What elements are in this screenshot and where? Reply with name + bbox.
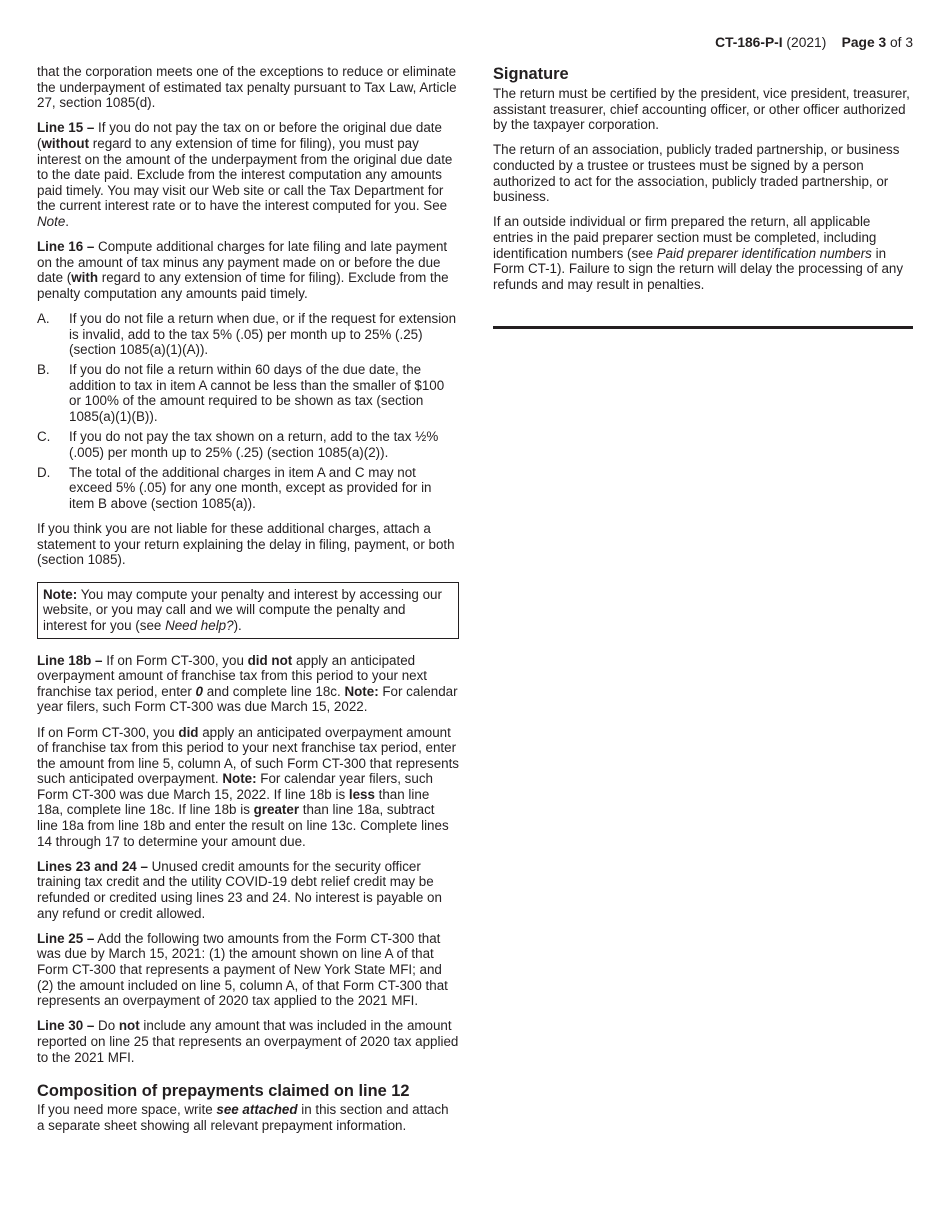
line15-text-1: If you do not pay the tax on or before the original due date ( [37, 120, 442, 151]
line15-label: Line 15 – [37, 120, 95, 136]
list-item-letter: B. [37, 362, 50, 378]
line30-paragraph [37, 1018, 459, 1065]
not-liable-paragraph: If you think you are not liable for these additional charges, attach a statement to your return explaining the delay in filing, payment, or both (section 1085). [37, 520, 455, 568]
line15-text-2: regard to any extension of time for filing), you must pay interest on the amount of the underpayment from the original due date to the date paid. Exclude from the interest computation any amounts paid timely. You may visit our Web site or call the Tax Department for the current interest rate or to have the interest computed for you. See [37, 135, 453, 214]
line25-paragraph [37, 931, 459, 1009]
section-rule [493, 326, 913, 329]
line15-paragraph [37, 120, 459, 229]
see-attached: see attached [216, 1102, 298, 1118]
lines23-24-paragraph [37, 859, 459, 921]
line18b-emphasis-1: did not [247, 652, 293, 668]
line18b-cont-did: did [178, 724, 199, 740]
penalty-list [37, 311, 459, 511]
note-text-2: ). [233, 617, 242, 633]
signature-paragraph-2: The return of an association, publicly traded partnership, or business conducted by a trustee or trustees must be signed by a person authorized to act for the association, publicly traded partnership, or business. [493, 142, 900, 205]
composition-text-2: in this section and attach a separate sheet showing all relevant prepayment information. [37, 1102, 449, 1133]
intro-paragraph: that the corporation meets one of the exceptions to reduce or eliminate the underpayment of estimated tax penalty pursuant to Tax Law, Article 27, section 1085(d). [37, 64, 457, 111]
line18b-cont-text-3: For calendar year filers, such Form CT-300 was due March 15, 2022. If line 18b is [37, 771, 433, 802]
line18b-note-label: Note: [344, 683, 379, 699]
line18b-text-2: apply an anticipated overpayment amount of franchise tax from this period to your next franchise tax period, enter [37, 652, 428, 699]
list-item [37, 465, 459, 512]
signature-paragraph-1: The return must be certified by the president, vice president, treasurer, assistant treasurer, chief accounting officer, or other officer authorized by the taxpayer corporation. [493, 86, 910, 133]
line18b-paragraph [37, 653, 459, 715]
lines23-24-text: Unused credit amounts for the security officer training tax credit and the utility COVID-19 debt relief credit may be refunded or credited using lines 23 and 24. No interest is payable on any refund or credit allowed. [37, 858, 442, 921]
need-help-ref: Need help? [165, 617, 234, 633]
line30-text-1: Do [94, 1018, 119, 1034]
line16-paragraph [37, 239, 459, 301]
list-item-letter: D. [37, 464, 51, 480]
line16-label: Line 16 – [37, 239, 95, 255]
line18b-cont-paragraph [37, 725, 459, 850]
signature-paragraph-3 [493, 214, 913, 292]
list-item-text: If you do not file a return within 60 days of the due date, the addition to tax in item A cannot be less than the smaller of $100 or 100% of the amount required to be shown as tax (section 1085(a)(1)(B)). [69, 362, 445, 425]
paid-preparer-ref: Paid preparer identification numbers [656, 245, 872, 261]
composition-paragraph [37, 1102, 459, 1133]
note-label: Note: [43, 586, 78, 602]
line30-label: Line 30 – [37, 1018, 95, 1034]
line16-text-2: regard to any extension of time for filing). Exclude from the penalty computation any amounts paid timely. [37, 270, 449, 301]
line16-emphasis: with [71, 270, 99, 286]
list-item-text: If you do not file a return when due, or if the request for extension is invalid, add to the tax 5% (.05) per month up to 25% (.25) (section 1085(a)(1)(A)). [69, 311, 457, 358]
note-text-1: You may compute your penalty and interest by accessing our website, or you may call and we will compute the penalty and interest for you (see [43, 586, 442, 633]
line30-not: not [118, 1018, 140, 1034]
list-item-text: The total of the additional charges in item A and C may not exceed 5% (.05) for any one month, except as provided for in item B above (section 1085(a)). [69, 464, 432, 511]
form-year: (2021) [786, 35, 827, 50]
line30-text-2: include any amount that was included in the amount reported on line 25 that represents an overpayment of 2020 tax applied to the 2021 MFI. [37, 1018, 459, 1065]
signature-heading: Signature [493, 65, 569, 83]
line15-note-ref: Note [37, 213, 66, 229]
note-box [37, 582, 459, 639]
line18b-label: Line 18b – [37, 652, 103, 668]
line18b-cont-greater: greater [253, 802, 300, 818]
line15-text-3: . [65, 213, 70, 229]
line18b-text-4: For calendar year filers, such Form CT-300 was due March 15, 2022. [37, 683, 458, 715]
line18b-cont-text-1: If on Form CT-300, you [37, 724, 179, 740]
sig-p3-text-1: If an outside individual or firm prepared the return, all applicable entries in the paid preparer section must be completed, including identification numbers (see [493, 214, 877, 261]
right-column [493, 64, 913, 329]
page-of: of 3 [889, 35, 913, 50]
line15-emphasis: without [41, 135, 90, 151]
line25-label: Line 25 – [37, 930, 95, 946]
list-item-letter: A. [37, 311, 50, 327]
list-item [37, 429, 459, 460]
line18b-text-3: and complete line 18c. [203, 683, 345, 699]
line25-text: Add the following two amounts from the Form CT-300 that was due by March 15, 2021: (1) the amount shown on line A of that Form CT-300 that represents a payment of New York State MFI; and (2) the amount included on line 5, column A, of that Form CT-300 that represents an overpayment of 2020 tax applied to the 2021 MFI. [37, 930, 448, 1009]
line18b-cont-text-4: than line 18a, complete line 18c. If line 18b is [37, 786, 430, 818]
lines23-24-label: Lines 23 and 24 – [37, 858, 148, 874]
line16-text-1: Compute additional charges for late filing and late payment on the amount of tax minus any payment made on or before the due date ( [37, 239, 448, 286]
composition-heading: Composition of prepayments claimed on line 12 [37, 1082, 410, 1101]
list-item [37, 362, 459, 424]
line18b-cont-less: less [348, 786, 375, 802]
line18b-text-1: If on Form CT-300, you [102, 652, 248, 668]
line18b-cont-text-5: than line 18a, subtract line 18a from line 18b and enter the result on line 13c. Complete lines 14 through 17 to determine your amount due. [37, 802, 449, 849]
left-column [37, 64, 459, 1143]
list-item-letter: C. [37, 429, 51, 445]
line18b-cont-note-label: Note: [222, 771, 257, 787]
composition-text-1: If you need more space, write [37, 1102, 217, 1118]
list-item [37, 311, 459, 358]
page-label: Page 3 [841, 35, 887, 50]
line18b-zero: 0 [195, 683, 203, 699]
line18b-cont-text-2: apply an anticipated overpayment amount of franchise tax from this period to your next franchise tax period, enter the amount from line 5, column A, of such Form CT-300 that represents such anticipated overpayment. [37, 724, 460, 787]
form-id: CT-186-P-I [715, 35, 783, 50]
sig-p3-text-2: in Form CT-1). Failure to sign the return will delay the processing of any refunds and may result in penalties. [493, 245, 904, 292]
list-item-text: If you do not pay the tax shown on a return, add to the tax ½% (.005) per month up to 25% (.25) (section 1085(a)(2)). [69, 429, 439, 460]
page-header [715, 35, 913, 51]
